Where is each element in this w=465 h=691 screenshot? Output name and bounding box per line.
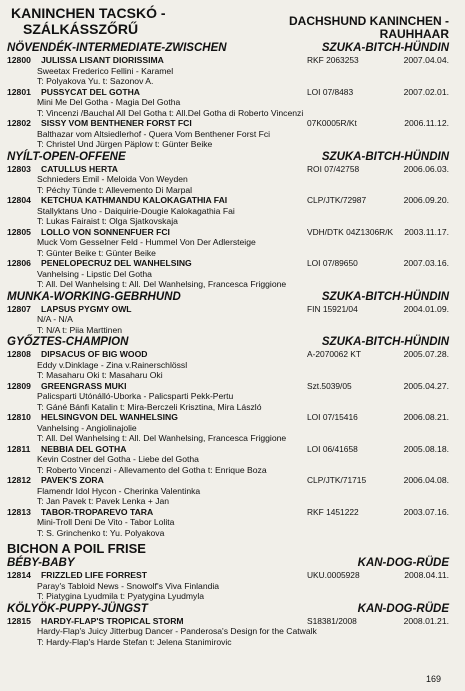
breeder-owner: T: Roberto Vincenzi - Allevamento del Gotha t: Enrique Boza	[37, 464, 267, 475]
class-label: GYŐZTES-CHAMPION	[7, 336, 129, 348]
entry-main-row	[7, 258, 449, 269]
entry-main-row	[7, 444, 449, 455]
entry-main-row	[7, 507, 449, 518]
entry-main-row	[7, 616, 449, 627]
breed-title-right-line2: RAUHHAAR	[379, 27, 449, 41]
sex-label: KAN-DOG-RÜDE	[357, 557, 449, 569]
breeder-owner: T: Jan Pavek t: Pavek Lenka + Jan	[37, 496, 170, 506]
catalog-entry	[7, 570, 449, 602]
class-label: MUNKA-WORKING-GEBRHUND	[7, 290, 181, 303]
entry-main-row	[7, 381, 449, 392]
class-heading	[7, 557, 449, 570]
entry-main-row	[7, 55, 449, 66]
class-label: NYÍLT-OPEN-OFFENE	[7, 150, 126, 163]
dog-name: HELSINGVON DEL WANHELSING	[41, 412, 178, 422]
registration-number: S18381/2008	[307, 615, 357, 626]
class-heading	[7, 42, 449, 55]
catalog-entry	[7, 304, 449, 336]
sex-label: SZUKA-BITCH-HÜNDIN	[321, 150, 449, 163]
registration-number: LOI 06/41658	[307, 443, 358, 454]
birth-date: 2008.04.11.	[404, 570, 449, 580]
dog-name: TABOR-TROPAREVO TARA	[41, 506, 154, 517]
class-label: NÖVENDÉK-INTERMEDIATE-ZWISCHEN	[7, 42, 227, 54]
birth-date: 2006.08.21.	[403, 412, 449, 422]
catalog-entry	[7, 349, 449, 381]
breeder-owner: T: Piatygina Lyudmila t: Pyatygina Lyudmyla	[37, 591, 205, 601]
class-heading	[7, 291, 449, 304]
breed-heading: BICHON A POIL FRISE	[7, 541, 146, 556]
catalog-entry	[7, 381, 449, 413]
entry-main-row	[7, 227, 449, 238]
breeder-owner: T: Polyakova Yu. t: Sazonov A.	[37, 76, 154, 86]
dog-name: FRIZZLED LIFE FORREST	[41, 570, 147, 580]
birth-date: 2006.06.03.	[403, 163, 449, 174]
breed-title-right-line1: DACHSHUND KANINCHEN -	[289, 14, 449, 28]
breeder-owner: T: Péchy Tünde t: Allevemento Di Marpal	[37, 184, 193, 195]
catalog-entry	[7, 412, 449, 444]
sex-label: KAN-DOG-RÜDE	[357, 602, 449, 615]
entry-number: 12815	[7, 615, 31, 626]
breeder-owner: T: Vincenzi /Bauchal All Del Gotha t: All.Del Gotha di Roberto Vincenzi	[37, 107, 304, 118]
class-heading	[7, 336, 449, 349]
page-header	[7, 3, 449, 41]
entry-number: 12814	[7, 570, 31, 580]
registration-number: CLP/JTK/72987	[307, 195, 367, 205]
dog-name: PAVEK'S ZORA	[41, 475, 104, 485]
breed-title-german	[289, 15, 449, 41]
page-number: 169	[425, 674, 441, 684]
parents: Kevin Costner del Gotha - Liebe del Gotha	[37, 454, 199, 464]
birth-date: 2007.03.16.	[403, 258, 449, 268]
entry-number: 12812	[7, 475, 31, 485]
class-heading	[7, 151, 449, 164]
registration-number: RKF 1451222	[307, 506, 359, 517]
breed-title-line1: KANINCHEN TACSKÓ -	[11, 5, 166, 21]
parents: Eddy v.Dinklage - Zina v.Rainerschlössl	[37, 359, 188, 370]
registration-number: LOI 07/15416	[307, 412, 358, 422]
catalog-entry	[7, 164, 449, 196]
birth-date: 2007.02.01.	[403, 86, 449, 97]
parents: Stallyktans Uno - Daiquirie-Dougie Kalokagathia Fai	[37, 205, 235, 216]
registration-number: VDH/DTK 04Z1306R/K	[307, 226, 394, 237]
registration-number: ROI 07/42758	[307, 163, 360, 174]
dog-name: PENELOPECRUZ DEL WANHELSING	[41, 258, 192, 268]
registration-number: UKU.0005928	[307, 570, 360, 580]
birth-date: 2005.07.28.	[403, 349, 449, 359]
birth-date: 2005.04.27.	[403, 380, 449, 391]
dog-name: JULISSA LISANT DIORISSIMA	[41, 55, 164, 65]
catalog-entry	[7, 227, 449, 259]
sex-label: SZUKA-BITCH-HÜNDIN	[321, 290, 449, 303]
registration-number: RKF 2063253	[307, 55, 359, 65]
entry-main-row	[7, 304, 449, 315]
sex-label: SZUKA-BITCH-HÜNDIN	[321, 336, 449, 348]
catalog-entry	[7, 258, 449, 290]
breeder-owner: T: Masaharu Oki t: Masaharu Oki	[37, 370, 163, 380]
entry-number: 12803	[7, 163, 31, 174]
birth-date: 2006.09.20.	[403, 195, 449, 205]
entry-main-row	[7, 475, 449, 486]
entry-number: 12807	[7, 303, 31, 314]
entry-number: 12808	[7, 349, 31, 359]
entry-number: 12804	[7, 195, 31, 205]
entry-main-row	[7, 349, 449, 360]
catalog-content	[7, 42, 449, 647]
class-label: BÉBY-BABY	[7, 557, 75, 569]
breeder-owner: T: Lukas Fairaist t: Olga Sjatkovskaja	[37, 216, 178, 226]
entry-number: 12800	[7, 55, 31, 65]
entry-main-row	[7, 195, 449, 206]
parents: Vanhelsing - Angiolinajolie	[37, 422, 137, 433]
breed-title-line2: SZÁLKÁSSZŐRŰ	[23, 21, 139, 37]
entry-number: 12806	[7, 258, 31, 268]
dog-name: GREENGRASS MUKI	[41, 380, 127, 391]
dog-name: DIPSACUS OF BIG WOOD	[41, 349, 148, 359]
registration-number: FIN 15921/04	[307, 303, 358, 314]
entry-main-row	[7, 87, 449, 98]
entry-number: 12811	[7, 443, 31, 454]
breeder-owner: T: Günter Beike t: Günter Beike	[37, 247, 156, 258]
dog-name: KETCHUA KATHMANDU KALOKAGATHIA FAI	[41, 195, 228, 205]
catalog-entry	[7, 87, 449, 119]
birth-date: 2003.07.16.	[403, 506, 449, 517]
parents: Muck Vom Gesselner Feld - Hummel Von Der Adlersteige	[37, 237, 256, 247]
parents: Sweetax Frederico Fellini - Karamel	[37, 65, 174, 76]
entry-number: 12810	[7, 412, 31, 422]
registration-number: A-2070062 KT	[307, 349, 362, 359]
parents: Palicsparti Utónálló-Uborka - Palicsparti Pekk-Pertu	[37, 391, 234, 401]
catalog-entry	[7, 507, 449, 539]
parents: Mini-Troll Deni De Vito - Tabor Lolita	[37, 517, 175, 527]
birth-date: 2007.04.04.	[403, 55, 449, 65]
birth-date: 2003.11.17.	[404, 226, 449, 237]
birth-date: 2006.04.08.	[403, 475, 449, 485]
catalog-entry	[7, 475, 449, 507]
sex-label: SZUKA-BITCH-HÜNDIN	[321, 42, 449, 54]
birth-date: 2006.11.12.	[404, 118, 449, 128]
entry-number: 12813	[7, 506, 31, 517]
entry-number: 12805	[7, 226, 31, 237]
parents: Mini Me Del Gotha - Magia Del Gotha	[37, 97, 181, 107]
dog-name: LAPSUS PYGMY OWL	[41, 303, 132, 314]
breeder-owner: T: N/A t: Piia Marttinen	[37, 324, 123, 335]
entry-number: 12802	[7, 118, 31, 128]
registration-number: CLP/JTK/71715	[307, 475, 367, 485]
class-heading	[7, 603, 449, 616]
catalog-entry	[7, 616, 449, 648]
birth-date: 2005.08.18.	[403, 443, 449, 454]
entry-main-row	[7, 118, 449, 129]
entry-main-row	[7, 412, 449, 423]
dog-name: PUSSYCAT DEL GOTHA	[41, 86, 140, 97]
breeder-owner: T: Gáné Bánfi Katalin t: Mira-Berczeli Krisztina, Mira László	[37, 401, 262, 412]
entry-main-row	[7, 570, 449, 581]
dog-name: LOLLO VON SONNENFUER FCI	[41, 226, 170, 237]
parents: Hardy-Flap's Juicy Jitterbug Dancer - Panderosa's Design for the Catwalk	[37, 626, 317, 636]
dog-name: NEBBIA DEL GOTHA	[41, 443, 127, 454]
catalog-entry	[7, 118, 449, 150]
parents: Paray's Tabloid News - Snowolf's Viva Finlandia	[37, 580, 220, 591]
dog-name: HARDY-FLAP'S TROPICAL STORM	[41, 615, 184, 626]
breeder-owner: T: Hardy-Flap's Harde Stefan t: Jelena Stanimirovic	[37, 636, 232, 647]
dog-name: SISSY VOM BENTHENER FORST FCI	[41, 118, 192, 128]
birth-date: 2004.01.09.	[403, 303, 449, 314]
breeder-owner: T: All. Del Wanhelsing t: All. Del Wanhelsing, Francesca Friggione	[37, 279, 287, 289]
dog-name: CATULLUS HERTA	[41, 163, 119, 174]
registration-number: Szt.5039/05	[307, 380, 352, 391]
breed-title-hungarian	[11, 5, 166, 37]
parents: N/A - N/A	[37, 314, 73, 324]
catalog-entry	[7, 55, 449, 87]
breeder-owner: T: Christel Und Jürgen Päplow t: Günter Beike	[37, 139, 213, 149]
entry-number: 12801	[7, 86, 31, 97]
parents: Balthazar vom Altsiedlerhof - Quera Vom Benthener Forst Fci	[37, 128, 271, 139]
catalog-entry	[7, 195, 449, 227]
catalog-entry	[7, 444, 449, 476]
registration-number: LOI 07/89650	[307, 258, 358, 268]
birth-date: 2008.01.21.	[403, 615, 449, 626]
parents: Schnieders Emil - Meloida Von Weyden	[37, 174, 188, 184]
entry-main-row	[7, 164, 449, 175]
registration-number: 07K0005R/Kt	[307, 118, 357, 128]
parents: Flamendr Idol Hycon - Cherinka Valentinka	[37, 485, 201, 496]
parents: Vanhelsing - Lipstic Del Gotha	[37, 268, 152, 279]
entry-number: 12809	[7, 380, 31, 391]
class-label: KÖLYÖK-PUPPY-JÜNGST	[7, 602, 148, 615]
breeder-owner: T: S. Grinchenko t: Yu. Polyakova	[37, 527, 165, 538]
breeder-owner: T: All. Del Wanhelsing t: All. Del Wanhelsing, Francesca Friggione	[37, 433, 287, 443]
registration-number: LOI 07/8483	[307, 86, 354, 97]
